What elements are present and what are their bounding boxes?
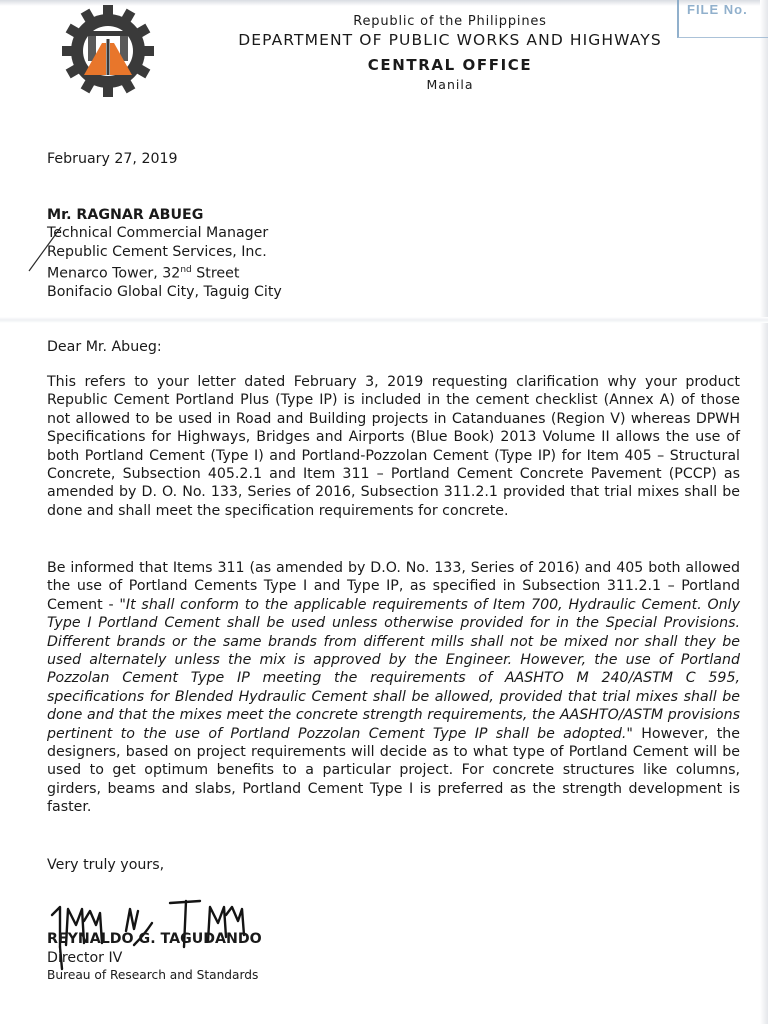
recipient-address-line-1: Menarco Tower, 32nd Street <box>47 265 240 282</box>
signatory-office: Bureau of Research and Standards <box>47 968 259 982</box>
recipient-title: Technical Commercial Manager <box>47 225 269 242</box>
pen-stroke-mark <box>25 225 65 275</box>
recipient-address-block <box>47 206 282 302</box>
paragraph-2-conclusion: However, the designers, based on project requirements will decide as to what type of Portland Cement will be used to get optimum benefits to a particular project. For concrete structures like columns, girders, beams and slabs, Portland Cement Type I is preferred as the strength development is faster. <box>47 725 741 816</box>
closing: Very truly yours, <box>47 857 165 873</box>
signatory-name: REYNALDO G. TAGUDANDO <box>47 931 262 947</box>
file-number-stamp: FILE No. <box>677 0 768 38</box>
recipient-name: Mr. RAGNAR ABUEG <box>47 207 204 223</box>
recipient-address-line-2: Bonifacio Global City, Taguig City <box>47 284 282 301</box>
scan-edge-right <box>760 0 768 1024</box>
signatory-title: Director IV <box>47 950 123 966</box>
body-paragraph-2 <box>47 559 740 817</box>
letterhead-city: Manila <box>426 77 474 92</box>
letter-date: February 27, 2019 <box>47 151 178 167</box>
body-paragraph-1: This refers to your letter dated February 3, 2019 requesting clarification why your product Republic Cement Portland Plus (Type IP) is included in the cement checklist (Annex A) of those not allowed to be used in Road and Building projects in Catanduanes (Region V) whereas DPWH Specifications for Highways, Bridges and Airports (Blue Book) 2013 Volume II allows the use of both Portland Cement (Type I) and Portland-Pozzolan Cement (Type IP) for Item 405 – Structural Concrete, Subsection 405.2.1 and Item 311 – Portland Cement Concrete Pavement (PCCP) as amended by D. O. No. 133, Series of 2016, Subsection 311.2.1 provided that trial mixes shall be done and shall meet the specification requirements for concrete. <box>47 374 740 519</box>
paper-fold-line <box>0 317 768 323</box>
letterhead-office: CENTRAL OFFICE <box>367 56 533 74</box>
letterhead-republic: Republic of the Philippines <box>353 14 547 29</box>
quoted-specification: "It shall conform to the applicable requirements of Item 700, Hydraulic Cement. Only Type I Portland Cement shall be used unless otherwise provided for in the Special Provisions. Different brands or the same brands from different mills shall not be mixed nor shall they be used alternately unless the mix is approved by the Engineer. However, the use of Portland Pozzolan Cement Type IP meeting the requirements of AASHTO M 240/ASTM C 595, specifications for Blended Hydraulic Cement shall be allowed, provided that trial mixes shall be done and that the mixes meet the concrete strength requirements, the AASHTO/ASTM provisions pertinent to the use of Portland Pozzolan Cement Type IP shall be adopted." <box>47 596 740 742</box>
paragraph-2-intro: Be informed that Items 311 (as amended by D.O. No. 133, Series of 2016) and 405 both allowed the use of Portland Cements Type I and Type IP, as specified in Subsection 311.2.1 – Portland Cement - <box>47 560 740 613</box>
recipient-company: Republic Cement Services, Inc. <box>47 243 267 260</box>
letterhead-department: DEPARTMENT OF PUBLIC WORKS AND HIGHWAYS <box>238 31 662 49</box>
dpwh-seal-icon <box>52 5 164 97</box>
salutation: Dear Mr. Abueg: <box>47 339 162 355</box>
